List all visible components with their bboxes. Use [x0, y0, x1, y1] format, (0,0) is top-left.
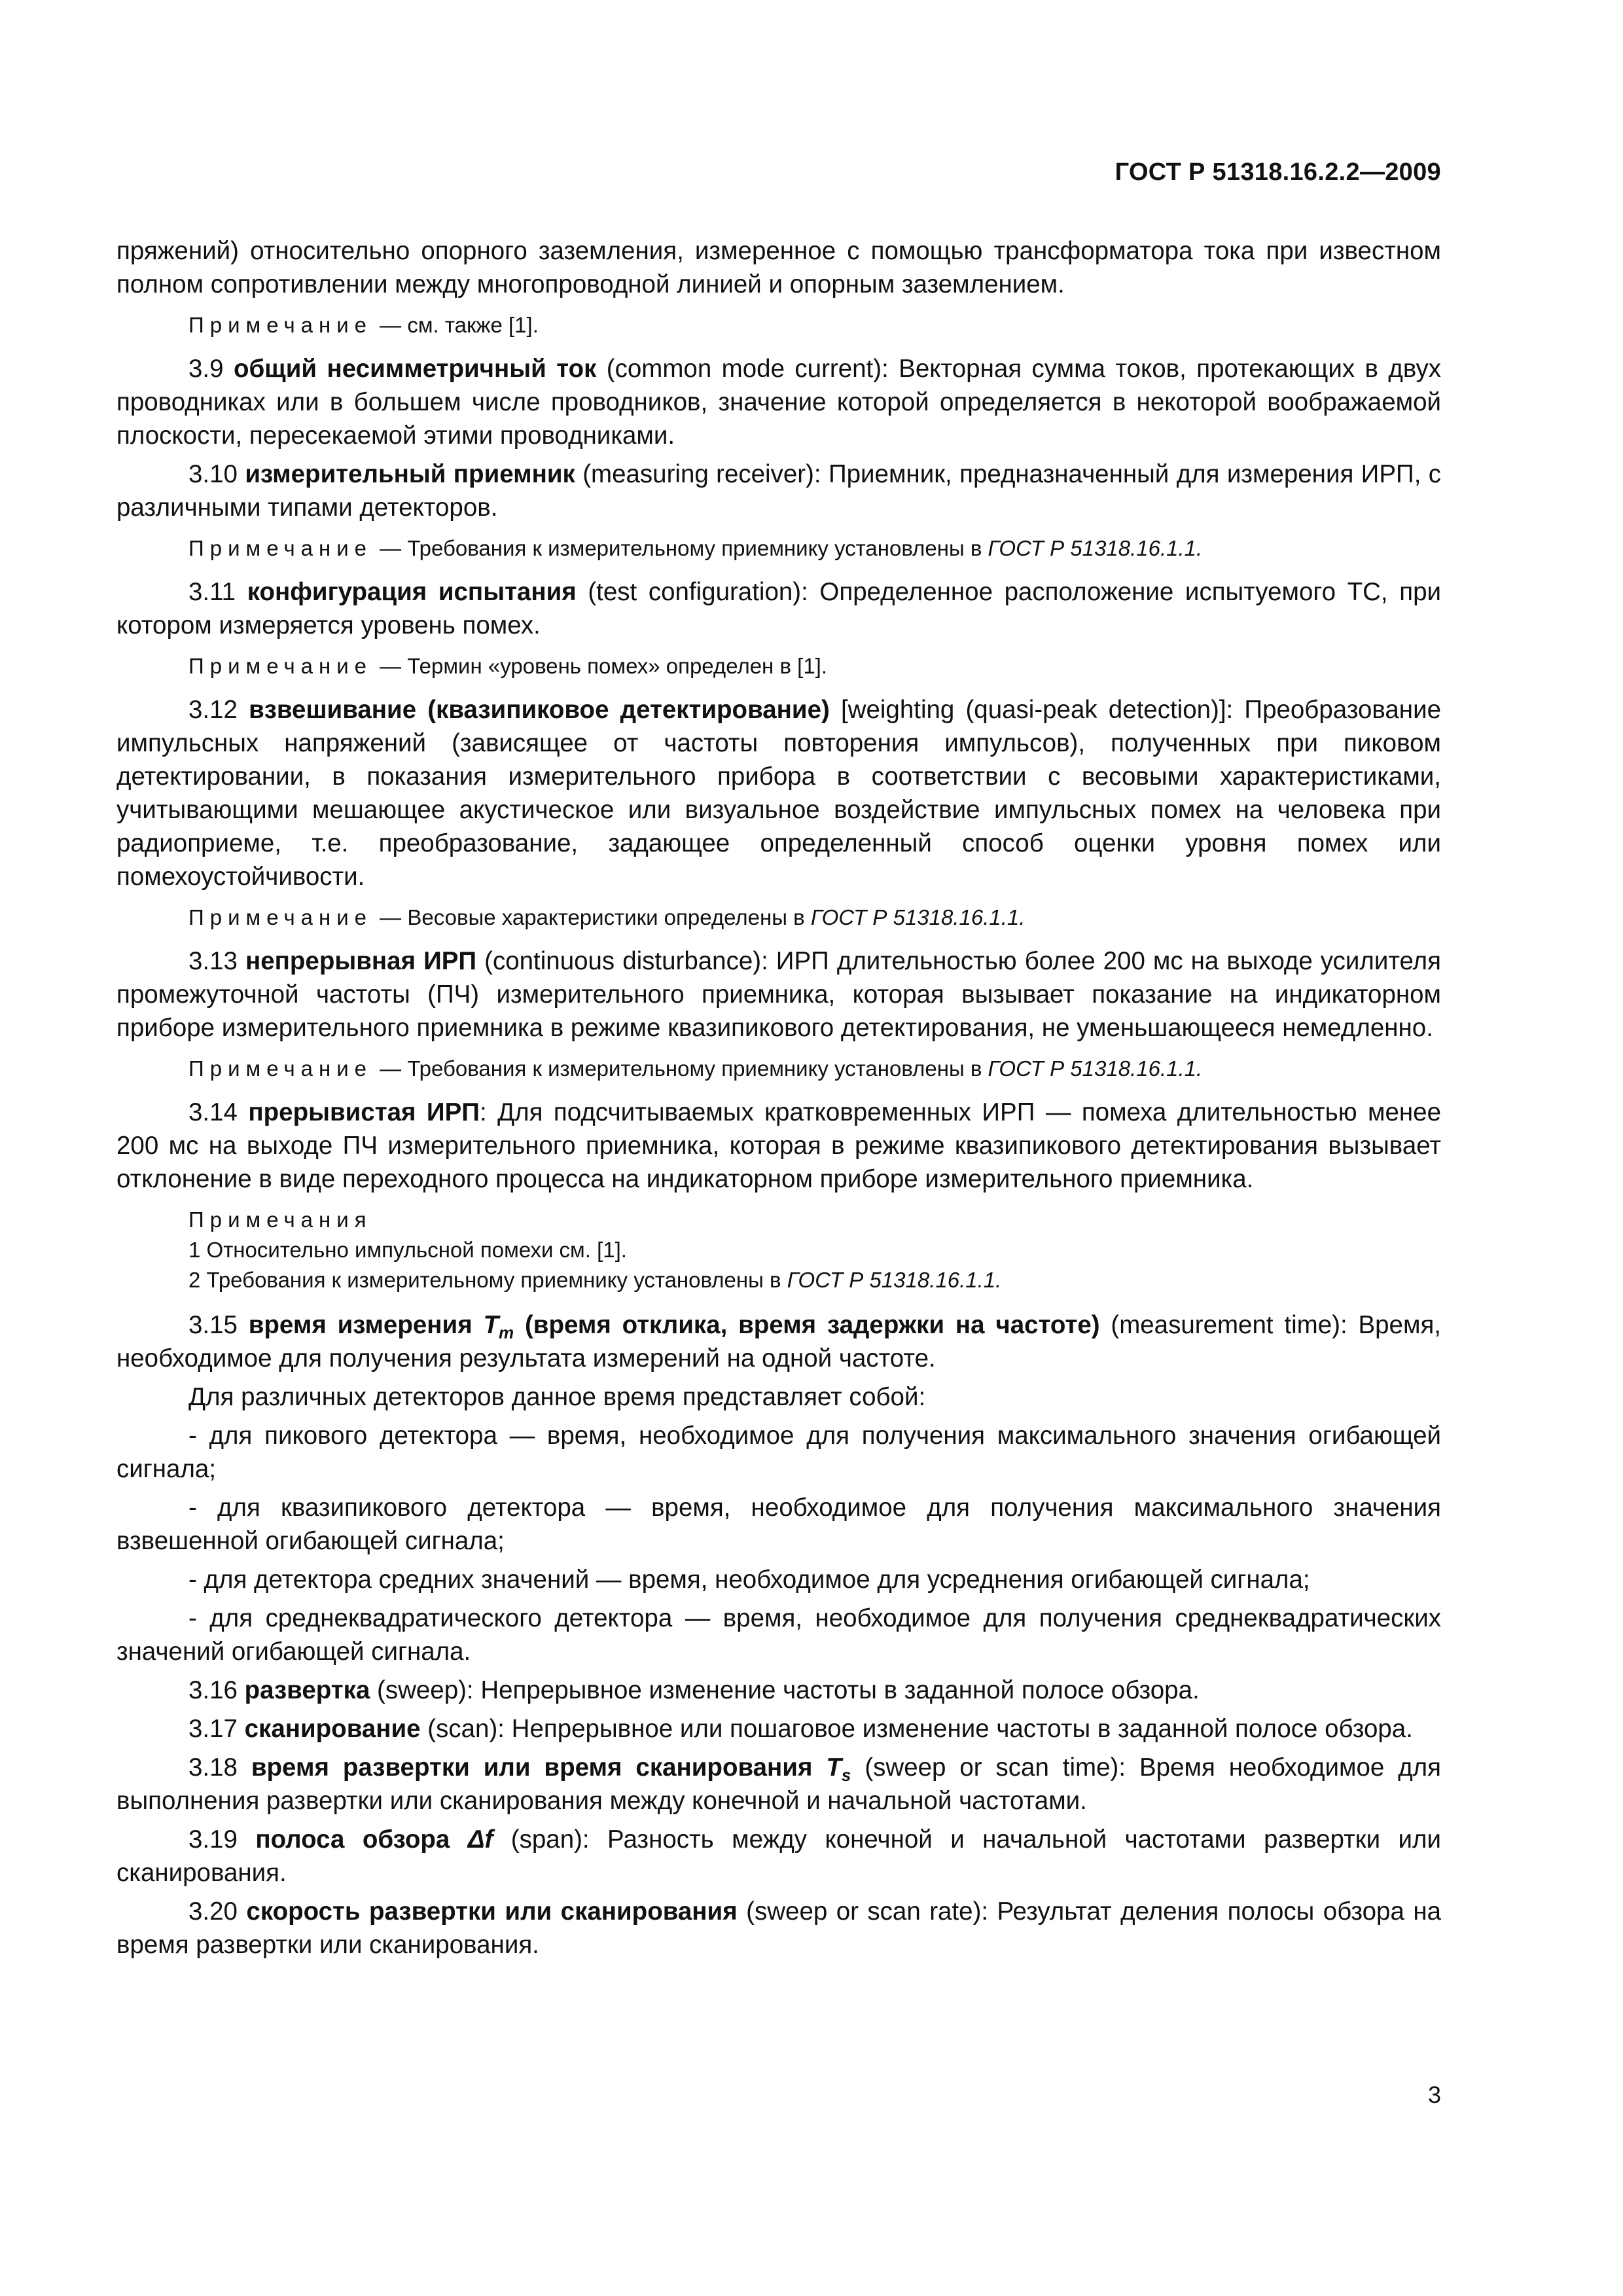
term-number: 3.19: [188, 1825, 256, 1854]
term-3-15: [116, 1308, 1441, 1375]
term-name: конфигурация испытания: [247, 578, 577, 606]
term-3-11: [116, 575, 1441, 642]
term-3-10: [116, 457, 1441, 524]
note-label: Примечание: [188, 313, 373, 337]
term-definition: (sweep): Непрерывное изменение частоты в заданной полосе обзора.: [370, 1676, 1200, 1704]
list-item: - для квазипикового детектора — время, необходимое для получения максимального значения взвешенной огибающей сигнала;: [116, 1494, 1441, 1555]
note-3-8: [116, 310, 1441, 340]
term-3-9: [116, 352, 1441, 452]
note-text: Термин «уровень помех» определен в [1].: [407, 654, 828, 678]
note-text: Весовые характеристики определены в: [407, 905, 811, 929]
note-text: Требования к измерительному приемнику установлены в: [407, 536, 988, 560]
note-item: 1 Относительно импульсной помехи см. [1].: [188, 1238, 627, 1262]
term-name: полоса обзора: [255, 1825, 468, 1854]
term-number: 3.11: [188, 578, 247, 606]
symbol-subscript: s: [841, 1765, 851, 1785]
notes-heading: Примечания: [188, 1208, 372, 1232]
term-3-19: [116, 1823, 1441, 1890]
term-3-12: [116, 693, 1441, 893]
list-item: - для пикового детектора — время, необходимое для получения максимального значения огибающей сигнала;: [116, 1422, 1441, 1483]
term-3-17: [116, 1712, 1441, 1746]
document-header: ГОСТ Р 51318.16.2.2—2009: [1115, 158, 1441, 186]
term-number: 3.15: [188, 1311, 249, 1339]
term-number: 3.13: [188, 947, 245, 975]
term-number: 3.9: [188, 355, 234, 383]
list-item: - для детектора средних значений — время, необходимое для усреднения огибающей сигнала;: [188, 1566, 1310, 1594]
note-3-13: [116, 1054, 1441, 1084]
term-definition: (continuous disturbance): ИРП длительностью более 200 мс на выходе усилителя промежуточной частоты (ПЧ) измерительного приемника, которая вызывает показание на индикаторном приборе измерительного приемника в режиме квазипикового детектирования, не уменьшающееся немедленно.: [116, 947, 1441, 1042]
symbol-t: T: [483, 1311, 499, 1339]
document-body: [116, 234, 1441, 1967]
term-number: 3.16: [188, 1676, 245, 1704]
list-item: - для среднеквадратического детектора — время, необходимое для получения среднеквадратических значений огибающей сигнала.: [116, 1604, 1441, 1666]
symbol-delta-f: Δf: [467, 1825, 493, 1854]
term-number: 3.20: [188, 1897, 247, 1926]
term-name: сканирование: [244, 1715, 421, 1743]
standard-reference: ГОСТ Р 51318.16.1.1.: [787, 1268, 1002, 1292]
symbol-subscript: m: [499, 1323, 514, 1342]
term-name: развертка: [244, 1676, 370, 1704]
term-definition: (sweep or scan rate): Результат деления полосы обзора на время развертки или сканирования.: [116, 1897, 1441, 1959]
note-item: 2 Требования к измерительному приемнику установлены в ГОСТ Р 51318.16.1.1.: [188, 1268, 1002, 1292]
term-name: измерительный приемник: [245, 460, 575, 488]
term-name: взвешивание (квазипиковое детектирование): [249, 696, 830, 724]
note-label: Примечание: [188, 905, 373, 929]
notes-3-14: [116, 1205, 1441, 1295]
term-3-18: [116, 1751, 1441, 1818]
note-text: см. также [1].: [407, 313, 539, 337]
standard-reference: ГОСТ Р 51318.16.1.1.: [988, 536, 1203, 560]
term-number: 3.12: [188, 696, 249, 724]
term-number: 3.14: [188, 1098, 249, 1126]
term-definition: : Для подсчитываемых кратковременных ИРП — помеха длительностью менее 200 мс на выходе ПЧ измерительного приемника, которая в режиме квазипикового детектирования вызывает отклонение в виде переходного процесса на индикаторном приборе измерительного приемника.: [116, 1098, 1441, 1193]
term-number: 3.17: [188, 1715, 245, 1743]
note-dash: —: [374, 654, 408, 678]
note-dash: —: [374, 536, 408, 560]
term-name-continued: (время отклика, время задержки на частоте): [514, 1311, 1100, 1339]
term-definition: (test configuration): Определенное расположение испытуемого ТС, при котором измеряется уровень помех.: [116, 578, 1441, 639]
note-label: Примечание: [188, 654, 373, 678]
note-3-12: [116, 903, 1441, 933]
term-3-13: [116, 944, 1441, 1045]
term-name: время измерения: [248, 1311, 484, 1339]
note-3-10: [116, 533, 1441, 564]
term-definition: (span): Разность между конечной и начальной частотами развертки или сканирования.: [116, 1825, 1441, 1887]
term-definition: (common mode current): Векторная сумма токов, протекающих в двух проводниках или в большем числе проводников, значение которой определяется в некоторой воображаемой плоскости, пересекаемой этими проводниками.: [116, 355, 1441, 450]
paragraph-continuation: пряжений) относительно опорного заземления, измеренное с помощью трансформатора тока при известном полном сопротивлении между многопроводной линией и опорным заземлением.: [116, 237, 1441, 298]
note-dash: —: [374, 1056, 408, 1081]
standard-reference: ГОСТ Р 51318.16.1.1.: [988, 1056, 1203, 1081]
term-definition: (scan): Непрерывное или пошаговое изменение частоты в заданной полосе обзора.: [420, 1715, 1413, 1743]
note-dash: —: [374, 905, 408, 929]
term-name: время развертки или время сканирования: [251, 1753, 827, 1782]
term-name: скорость развертки или сканирования: [246, 1897, 738, 1926]
term-3-16: [116, 1674, 1441, 1707]
term-3-20: [116, 1895, 1441, 1962]
term-name: непрерывная ИРП: [245, 947, 477, 975]
note-label: Примечание: [188, 536, 373, 560]
term-definition: (sweep or scan time): Время необходимое для выполнения развертки или сканирования между конечной и начальной частотами.: [116, 1753, 1441, 1815]
term-3-14: [116, 1096, 1441, 1196]
term-name: прерывистая ИРП: [248, 1098, 480, 1126]
term-3-15-intro: Для различных детекторов данное время представляет собой:: [188, 1383, 926, 1411]
page-number: 3: [1427, 2081, 1441, 2108]
note-label: Примечание: [188, 1056, 373, 1081]
term-number: 3.18: [188, 1753, 251, 1782]
term-number: 3.10: [188, 460, 245, 488]
term-definition: (measuring receiver): Приемник, предназначенный для измерения ИРП, с различными типами детекторов.: [116, 460, 1442, 522]
symbol-t: T: [826, 1753, 842, 1782]
note-3-11: [116, 651, 1441, 681]
note-text: Требования к измерительному приемнику установлены в: [407, 1056, 988, 1081]
term-definition: [weighting (quasi-peak detection)]: Преобразование импульсных напряжений (зависящее от частоты повторения импульсов), полученных при пиковом детектировании, в показания измерительного прибора в соответствии с весовыми характеристиками, учитывающими мешающее акустическое или визуальное воздействие импульсных помех на человека при радиоприеме, т.е. преобразование, задающее определенный способ оценки уровня помех или помехоустойчивости.: [116, 696, 1441, 891]
note-dash: —: [374, 313, 408, 337]
term-definition: (measurement time): Время, необходимое для получения результата измерений на одной частоте.: [116, 1311, 1441, 1372]
term-name: общий несимметричный ток: [233, 355, 597, 383]
standard-reference: ГОСТ Р 51318.16.1.1.: [810, 905, 1026, 929]
